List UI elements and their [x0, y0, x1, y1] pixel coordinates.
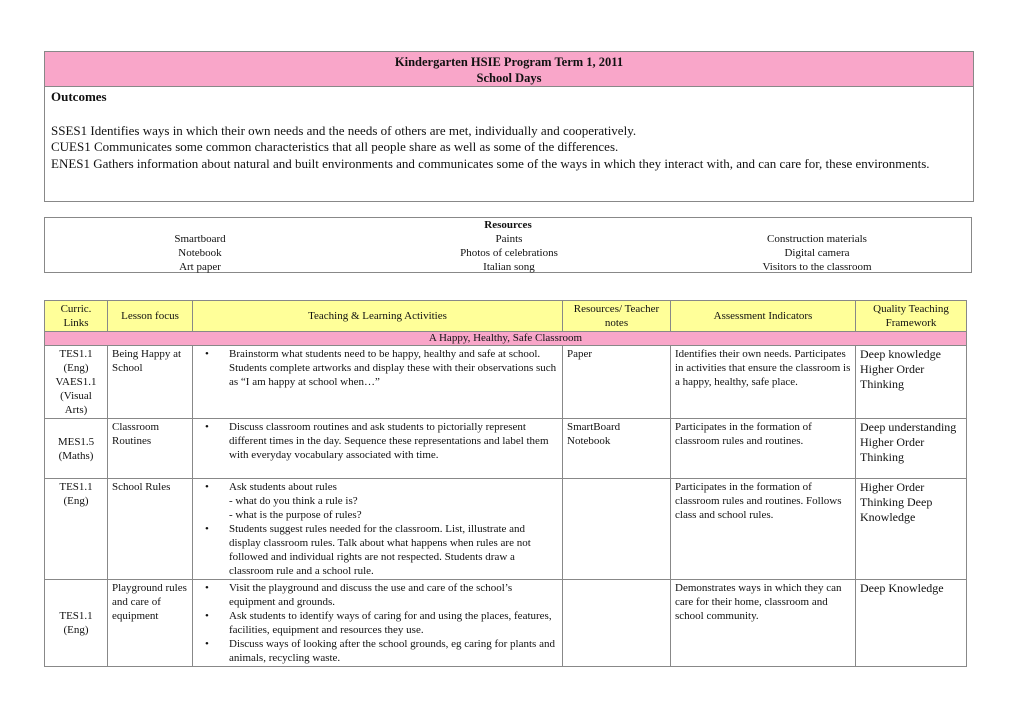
table-row — [45, 419, 967, 479]
qtf-cell: Deep knowledge Higher Order Thinking — [856, 346, 967, 419]
assessment-cell: Demonstrates ways in which they can care for their home, classroom and school community. — [671, 580, 856, 667]
sub-question: - what is the purpose of rules? — [229, 509, 362, 521]
resource-item: Art paper — [179, 261, 221, 273]
lesson-focus: Playground rules and care of equipment — [108, 580, 193, 667]
lesson-focus: Classroom Routines — [108, 419, 193, 479]
resource-item: Visitors to the classroom — [762, 261, 872, 273]
activities-cell — [193, 346, 563, 419]
resources-grid — [45, 232, 971, 274]
section-title: A Happy, Healthy, Safe Classroom — [45, 332, 967, 346]
table-header-row — [45, 301, 967, 332]
title-line-2: School Days — [476, 71, 542, 85]
col-header-focus: Lesson focus — [108, 301, 193, 332]
program-title — [45, 52, 973, 87]
curric-links: TES1.1 (Eng) VAES1.1 (Visual Arts) — [45, 346, 108, 419]
qtf-cell: Deep Knowledge — [856, 580, 967, 667]
resource-item: Notebook — [178, 247, 222, 259]
activity-item: • Discuss ways of looking after the school grounds, eg caring for plants and animals, recycling waste. — [205, 637, 558, 665]
outcomes-section — [45, 87, 973, 174]
program-table — [44, 300, 967, 667]
assessment-cell: Identifies their own needs. Participates in activities that ensure the classroom is a happy, healthy, safe place. — [671, 346, 856, 419]
curric-links: MES1.5 (Maths) — [45, 419, 108, 479]
curric-links: TES1.1 (Eng) — [45, 479, 108, 580]
resource-item: Construction materials — [767, 233, 867, 245]
outcome-item: ENES1 Gathers information about natural and built environments and communicates some of the ways in which they interact with, and can care for, these environments. — [51, 155, 930, 171]
activity-text: Ask students about rules — [229, 481, 337, 493]
lesson-focus: Being Happy at School — [108, 346, 193, 419]
col-header-activities: Teaching & Learning Activities — [193, 301, 563, 332]
resource-item: Paints — [495, 233, 523, 245]
resource-item: Italian song — [483, 261, 535, 273]
table-row — [45, 479, 967, 580]
lesson-focus: School Rules — [108, 479, 193, 580]
col-header-curric: Curric. Links — [45, 301, 108, 332]
sub-question: - what do you think a rule is? — [229, 495, 358, 507]
resource-item: Smartboard — [174, 233, 226, 245]
resources-cell — [563, 479, 671, 580]
activities-cell — [193, 419, 563, 479]
table-row — [45, 580, 967, 667]
resources-heading: Resources — [484, 219, 532, 231]
qtf-cell: Higher Order Thinking Deep Knowledge — [856, 479, 967, 580]
activity-item: • Students suggest rules needed for the classroom. List, illustrate and display classroom rules. Talk about what happens when rules are not followed and individual rights are not respected. Students draw a classroom rule and a school rule. — [205, 522, 558, 578]
assessment-cell: Participates in the formation of classroom rules and routines. — [671, 419, 856, 479]
resource-item: Photos of celebrations — [460, 247, 558, 259]
col-header-resources: Resources/ Teacher notes — [563, 301, 671, 332]
col-header-assessment: Assessment Indicators — [671, 301, 856, 332]
section-row — [45, 332, 967, 346]
resources-cell — [563, 580, 671, 667]
col-header-qtf: Quality Teaching Framework — [856, 301, 967, 332]
title-line-1: Kindergarten HSIE Program Term 1, 2011 — [394, 55, 624, 69]
activity-item — [205, 480, 558, 522]
program-header-box — [44, 51, 974, 202]
resources-cell: SmartBoard Notebook — [563, 419, 671, 479]
activity-item: • Discuss classroom routines and ask students to pictorially represent different times in the day. Sequence these representations and label them with everyday vocabulary associated with time. — [205, 420, 558, 462]
assessment-cell: Participates in the formation of classroom rules and routines. Follows class and school rules. — [671, 479, 856, 580]
table-row — [45, 346, 967, 419]
qtf-cell: Deep understanding Higher Order Thinking — [856, 419, 967, 479]
activities-cell — [193, 580, 563, 667]
resources-cell: Paper — [563, 346, 671, 419]
activity-item: • Brainstorm what students need to be happy, healthy and safe at school. Students complete artworks and display these with their observations such as “I am happy at school when…” — [205, 347, 558, 389]
activities-cell — [193, 479, 563, 580]
outcomes-heading: Outcomes — [51, 89, 107, 104]
activity-item: • Ask students to identify ways of caring for and using the places, features, facilities, equipment and resources they use. — [205, 609, 558, 637]
resource-item: Digital camera — [784, 247, 850, 259]
resources-box — [44, 217, 972, 273]
outcome-item: CUES1 Communicates some common characteristics that all people share as well as some of the differences. — [51, 139, 619, 154]
curric-links: TES1.1 (Eng) — [45, 580, 108, 667]
activity-item: • Visit the playground and discuss the use and care of the school’s equipment and grounds. — [205, 581, 558, 609]
outcome-item: SSES1 Identifies ways in which their own needs and the needs of others are met, individually and cooperatively. — [51, 122, 637, 138]
